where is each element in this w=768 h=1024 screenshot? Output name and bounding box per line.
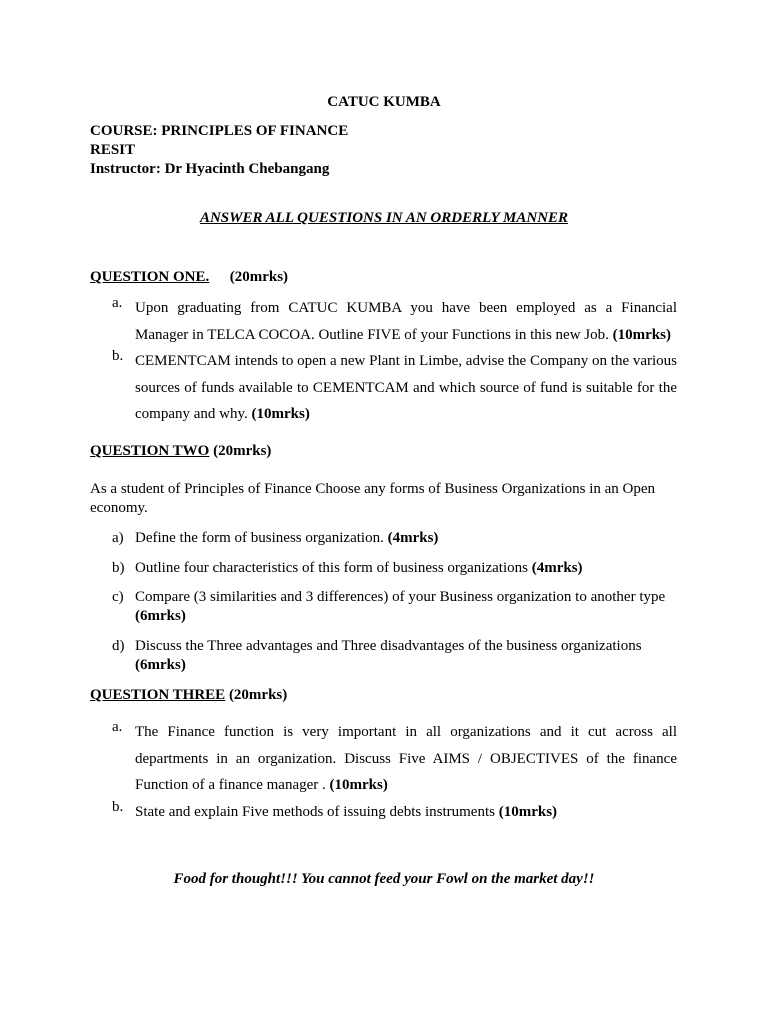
question-two-intro: As a student of Principles of Finance Choose any forms of Business Organizations in an Open economy. [90,481,656,516]
item-marks: (10mrks) [329,777,388,794]
item-label: a) [112,530,124,546]
item-label: b) [112,560,125,576]
instructor-name: Instructor: Dr Hyacinth Chebangang [90,161,330,177]
question-two-marks: (20mrks) [213,443,272,459]
school-title: CATUC KUMBA [327,94,441,110]
item-text: Define the form of business organization. (4mrks) [135,530,439,546]
item-marks: (10mrks) [498,804,558,820]
item-marks: (4mrks) [531,560,583,576]
item-label: d) [112,638,125,654]
item-text: State and explain Five methods of issuing debts instruments (10mrks) [135,804,558,820]
food-for-thought: Food for thought!!! You cannot feed your Fowl on the market day!! [173,871,595,887]
question-one-marks: (20mrks) [229,269,289,285]
item-text: CEMENTCAM intends to open a new Plant in Limbe, advise the Company on the various sources of funds available to CEMENTCAM and which source of fund is suitable for the company and why. (10mrks) [135,353,678,423]
course-title: COURSE: PRINCIPLES OF FINANCE [90,123,349,139]
question-two-heading [90,442,271,461]
item-label: c) [112,589,124,605]
item-text: Discuss the Three advantages and Three disadvantages of the business organizations (6mrks) [135,638,642,673]
question-three-heading [90,686,287,705]
item-marks: (10mrks) [612,326,671,343]
item-label: a. [112,295,123,311]
item-marks: (6mrks) [135,657,186,673]
exam-type: RESIT [90,142,136,158]
item-marks: (6mrks) [135,608,186,624]
item-label: a. [112,719,123,735]
question-two-title: QUESTION TWO [90,443,210,459]
question-one-heading [90,268,288,287]
question-three-marks: (20mrks) [228,687,288,703]
instructions-heading: ANSWER ALL QUESTIONS IN AN ORDERLY MANNER [199,210,569,226]
item-marks: (4mrks) [387,530,439,546]
item-text: Compare (3 similarities and 3 differences) of your Business organization to another type (6mrks) [135,589,666,624]
item-text: The Finance function is very important in all organizations and it cut across all departments in an organization. Discuss Five AIMS / OBJECTIVES of the finance Function of a finance manager . (10mrks) [135,724,677,794]
item-text: Outline four characteristics of this form of business organizations (4mrks) [135,560,583,576]
item-label: b. [112,799,124,815]
question-one-title: QUESTION ONE. [90,269,210,285]
item-text: Upon graduating from CATUC KUMBA you have been employed as a Financial Manager in TELCA COCOA. Outline FIVE of your Functions in this new Job. (10mrks) [135,300,677,343]
question-three-title: QUESTION THREE [90,687,226,703]
item-marks: (10mrks) [251,406,310,423]
item-label: b. [112,348,124,364]
